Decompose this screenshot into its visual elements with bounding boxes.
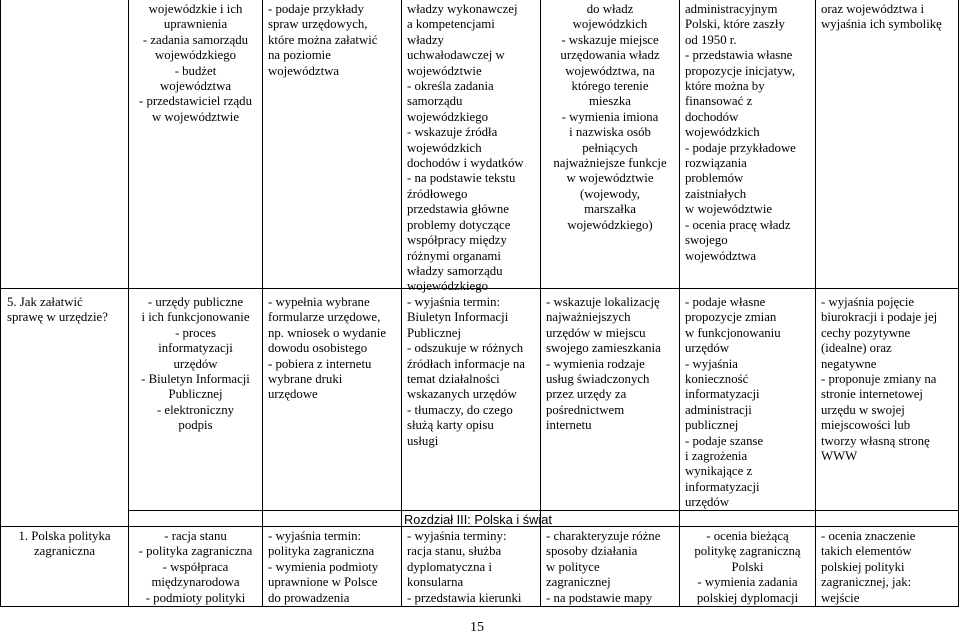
- cell-topic-5-col2: - urzędy publiczne i ich funkcjonowanie - proces informatyzacji urzędów - Biuletyn Informacji Publicznej - elektroniczny podpis: [141, 295, 250, 433]
- cell-topic-1-col3: - wyjaśnia termin: polityka zagraniczna - wymienia podmioty uprawnione w Polsce do prowadzenia: [268, 529, 379, 605]
- cell-continuation-col3: - podaje przykłady spraw urzędowych, które można załatwić na poziomie województwa: [268, 2, 378, 78]
- cell-topic-5-col4: - wyjaśnia termin: Biuletyn Informacji Publicznej - odszukuje w różnych źródłach informacje na temat działalności wskazanych urzędów - tłumaczy, do czego służą karty opisu usługi: [407, 295, 525, 448]
- cell-topic-5-col6: - podaje własne propozycje zmian w funkcjonowaniu urzędów - wyjaśnia konieczność informatyzacji administracji publicznej - podaje szanse i zagrożenia wynikające z informatyzacji urzędów: [685, 295, 781, 510]
- row-divider-2: [128, 510, 959, 511]
- cell-continuation-col4: władzy wykonawczej a kompetencjami władzy uchwałodawczej w województwie - określa zadania samorządu wojewódzkiego - wskazuje źródła wojewódzkich dochodów i wydatków - na podstawie tekstu źródłowego przedstawia główne problemy dotyczące współpracy między różnymi organami władzy samorządu wojewódzkiego: [407, 2, 524, 294]
- cell-continuation-col6: administracyjnym Polski, które zaszły od 1950 r. - przedstawia własne propozycje inicjatyw, które można by finansować z dochodów wojewódzkich - podaje przykładowe rozwiązania problemów zaistniałych w województwie - ocenia pracę władz swojego województwa: [685, 2, 796, 263]
- column-divider-5: [679, 0, 680, 606]
- cell-topic-1-col4: - wyjaśnia terminy: racja stanu, służba dyplomatyczna i konsularna - przedstawia kierunki: [407, 529, 522, 605]
- cell-topic-5-col7: - wyjaśnia pojęcie biurokracji i podaje jej cechy pozytywne (idealne) oraz negatywne - proponuje zmiany na stronie internetowej urzędu w swojej miejscowości lub tworzy własną stronę WWW: [821, 295, 938, 464]
- table-border-bottom: [0, 606, 959, 607]
- cell-topic-5-col3: - wypełnia wybrane formularze urzędowe, np. wniosek o wydanie dowodu osobistego - pobiera z internetu wybrane druki urzędowe: [268, 295, 386, 402]
- table-border-left: [0, 0, 1, 606]
- column-divider-2: [262, 0, 263, 606]
- column-divider-6: [815, 0, 816, 606]
- cell-topic-1-col7: - ocenia znaczenie takich elementów polskiej polityki zagranicznej, jak: wejście: [821, 529, 916, 605]
- table-border-right: [958, 0, 959, 606]
- cell-topic-1-col2: - racja stanu - polityka zagraniczna - współpraca międzynarodowa - podmioty polityki: [138, 529, 253, 605]
- cell-topic-5-title: 5. Jak załatwić sprawę w urzędzie?: [7, 295, 108, 325]
- cell-continuation-col7: oraz województwa i wyjaśnia ich symbolikę: [821, 2, 942, 32]
- page-number: 15: [470, 620, 484, 635]
- cell-topic-1-col5: - charakteryzuje różne sposoby działania w polityce zagranicznej - na podstawie mapy: [546, 529, 661, 605]
- cell-topic-5-col5: - wskazuje lokalizację najważniejszych urzędów w miejscu swojego zamieszkania - wymienia rodzaje usług świadczonych przez urzędy za pośrednictwem internetu: [546, 295, 661, 433]
- column-divider-3: [401, 0, 402, 606]
- cell-continuation-col2: wojewódzkie i ich uprawnienia - zadania samorządu wojewódzkiego - budżet województwa - przedstawiciel rządu w województwie: [139, 2, 252, 124]
- cell-topic-1-col6: - ocenia bieżącą politykę zagraniczną Polski - wymienia zadania polskiej dyplomacji: [694, 529, 801, 605]
- cell-topic-1-title: 1. Polska polityka zagraniczna: [18, 529, 111, 559]
- section-heading: Rozdział III: Polska i świat: [404, 512, 552, 527]
- cell-continuation-col5: do władz wojewódzkich - wskazuje miejsce urzędowania władz województwa, na którego terenie mieszka - wymienia imiona i nazwiska osób pełniących najważniejsze funkcje w województwie (wojewody, marszałka wojewódzkiego): [553, 2, 667, 232]
